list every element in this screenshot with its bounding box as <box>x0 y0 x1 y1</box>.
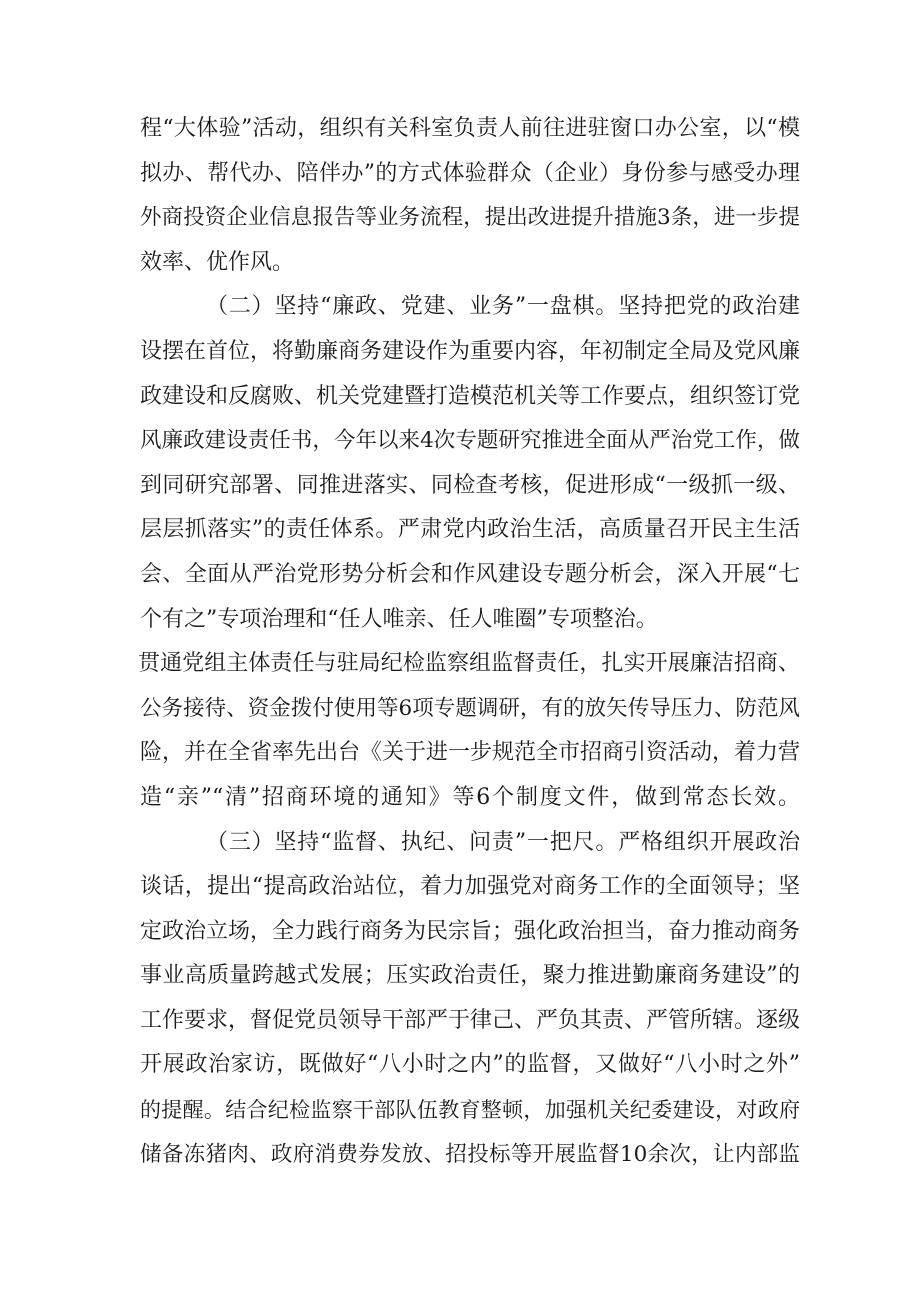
text-line: 效率、优作风。 <box>140 249 295 275</box>
text-line: 储备冻猪肉、政府消费券发放、招投标等开展监督10余次，让内部监 <box>140 1141 800 1167</box>
text-line: 政建设和反腐败、机关党建暨打造模范机关等工作要点，组织签订党 <box>140 383 800 409</box>
text-line: 事业高质量跨越式发展；压实政治责任，聚力推进勤廉商务建设”的 <box>140 963 800 989</box>
text-line: 谈话，提出“提高政治站位，着力加强党对商务工作的全面领导；坚 <box>140 874 800 900</box>
text-line: 工作要求，督促党员领导干部严于律己、严负其责、严管所辖。逐级 <box>140 1007 800 1033</box>
text-line: 程“大体验”活动，组织有关科室负责人前往进驻窗口办公室，以“模 <box>140 116 800 141</box>
text-line: 会、全面从严治党形势分析会和作风建设专题分析会，深入开展“七 <box>140 561 800 587</box>
text-line: 个有之”专项治理和“任人唯亲、任人唯圈”专项整治。 <box>140 606 658 632</box>
text-line: 的提醒。结合纪检监察干部队伍教育整顿，加强机关纪委建设，对政府 <box>140 1098 800 1123</box>
text-line: 层层抓落实”的责任体系。严肃党内政治生活，高质量召开民主生活 <box>140 517 800 543</box>
text-line: 外商投资企业信息报告等业务流程，提出改进提升措施3条，进一步提 <box>140 205 800 231</box>
text-line: 贯通党组主体责任与驻局纪检监察组监督责任，扎实开展廉洁招商、 <box>138 651 800 677</box>
text-line: 定政治立场，全力践行商务为民宗旨；强化政治担当，奋力推动商务 <box>140 918 800 944</box>
text-line: 设摆在首位，将勤廉商务建设作为重要内容，年初制定全局及党风廉 <box>140 338 800 364</box>
text-line: 到同研究部署、同推进落实、同检查考核，促进形成“一级抓一级、 <box>140 472 800 498</box>
text-line: 公务接待、资金拨付使用等6项专题调研，有的放矢传导压力、防范风 <box>140 695 800 721</box>
section-heading-line: （二）坚持“廉政、党建、业务”一盘棋。坚持把党的政治建 <box>206 294 800 320</box>
document-body <box>140 107 800 1177</box>
text-line: 造“亲”“清”招商环境的通知》等6个制度文件，做到常态长效。 <box>140 784 800 810</box>
text-line: 开展政治家访，既做好“八小时之内”的监督，又做好“八小时之外” <box>140 1052 800 1078</box>
text-line: 拟办、帮代办、陪伴办”的方式体验群众（企业）身份参与感受办理 <box>140 160 800 186</box>
text-line: 风廉政建设责任书，今年以来4次专题研究推进全面从严治党工作，做 <box>140 428 800 454</box>
text-line: 险，并在全省率先出台《关于进一步规范全市招商引资活动，着力营 <box>140 740 800 766</box>
section-heading-line: （三）坚持“监督、执纪、问责”一把尺。严格组织开展政治 <box>206 829 800 855</box>
